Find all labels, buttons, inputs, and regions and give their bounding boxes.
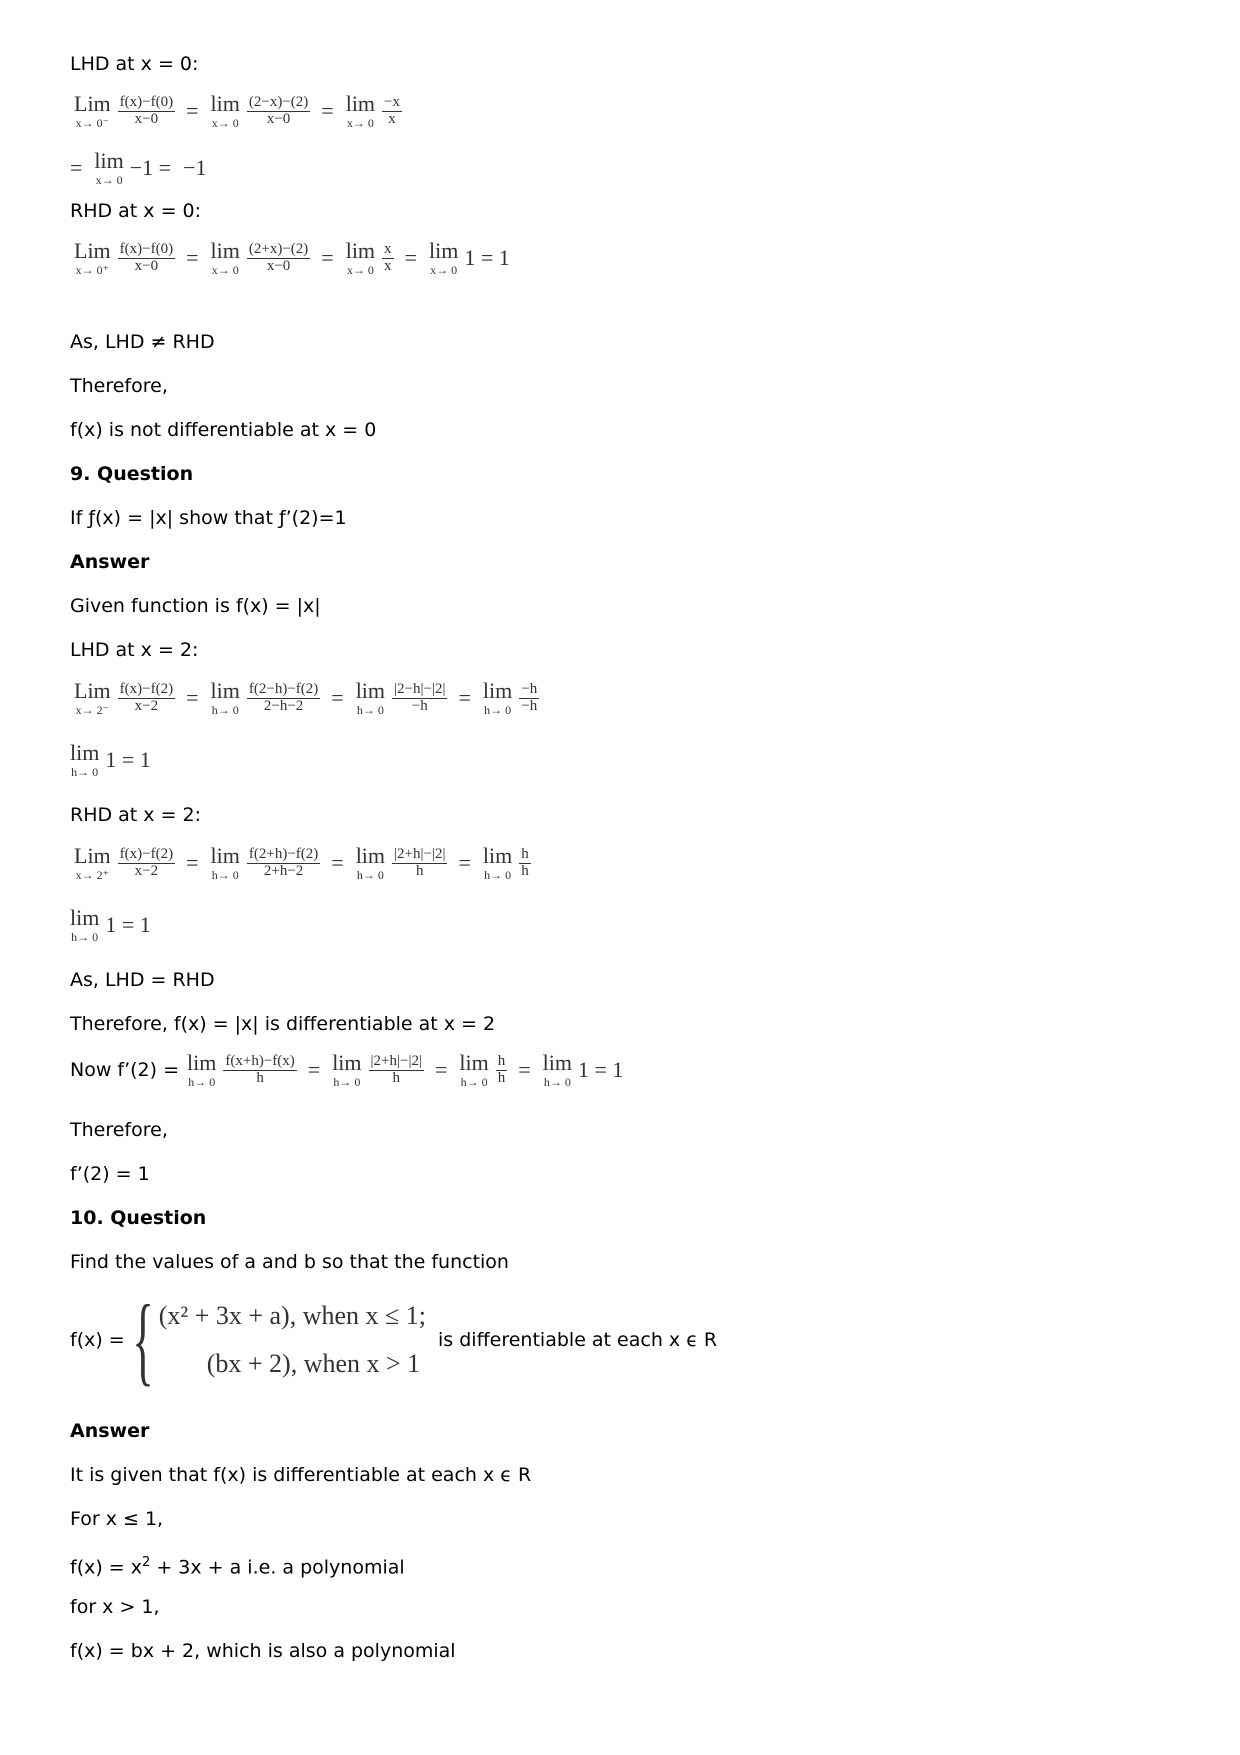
fraction: $\frac{f(x)-f(0)}{x-0}$: [119, 93, 174, 127]
for-x-le-1-text: For x ≤ 1,: [70, 1508, 164, 1530]
limit-operator: Lim x→ 0⁺: [74, 238, 111, 277]
piecewise-function: f(x) = { (x² + 3x + a), when x ≤ 1; (bx + 2), when x > 1 is differentiable at each x ϵ R: [70, 1284, 718, 1395]
fraction: $\frac{f(x)-f(2)}{x-2}$: [119, 680, 174, 714]
limit-operator: lim h→ 0: [459, 1050, 489, 1089]
fraction: $\frac{f(2+h)-f(2)}{2+h-2}$: [248, 845, 319, 879]
answer-10-heading: Answer: [70, 1420, 150, 1442]
fraction: $\frac{-x}{x}$: [384, 93, 401, 127]
fraction: $\frac{(2+x)-(2)}{x-0}$: [248, 240, 309, 274]
therefore-text: Therefore,: [70, 375, 168, 397]
limit-operator: lim h→ 0: [70, 905, 100, 944]
left-brace: {: [131, 1284, 154, 1395]
polynomial-1-text: $f(x) = x^2 + 3x + a$ i.e. a polynomial: [70, 1555, 405, 1579]
limit-operator: Lim x→ 2⁺: [74, 843, 111, 882]
case-1: (x² + 3x + a), when x ≤ 1;: [158, 1301, 427, 1330]
rhd-x0-limit-equation: Lim x→ 0⁺ $\frac{f(x)-f(0)}{x-0}$ = lim x→ 0 $\frac{(2+x)-(2)}{x-0}$ = lim x→ 0 $\frac{x}{x}$ = lim x→ 0 1 = 1: [74, 238, 510, 277]
lhd-eq-rhd-text: As, LHD = RHD: [70, 969, 215, 991]
question-10-text: Find the values of a and b so that the function: [70, 1251, 509, 1273]
rhd-x2-result-equation: lim h→ 0 1 = 1: [70, 905, 151, 944]
limit-operator: lim h→ 0: [482, 843, 513, 882]
limit-operator: lim x→ 0: [210, 91, 240, 130]
therefore-text-2: Therefore,: [70, 1119, 168, 1141]
rhd-x2-limit-equation: Lim x→ 2⁺ $\frac{f(x)-f(2)}{x-2}$ = lim h→ 0 $\frac{f(2+h)-f(2)}{2+h-2}$ = lim h→ 0 $\frac{|2+h|-|2|}{h}$ = lim h→ 0 $\frac{h}{h}$: [74, 843, 529, 882]
limit-operator: lim h→ 0: [542, 1050, 572, 1089]
fraction: $\frac{f(2-h)-f(2)}{2-h-2}$: [248, 680, 319, 714]
fraction: $\frac{h}{h}$: [521, 845, 529, 879]
fraction: $\frac{|2-h|-|2|}{-h}$: [394, 680, 446, 714]
lhd-x2-limit-equation: Lim x→ 2⁻ $\frac{f(x)-f(2)}{x-2}$ = lim h→ 0 $\frac{f(2-h)-f(2)}{2-h-2}$ = lim h→ 0 $\frac{|2-h|-|2|}{-h}$ = lim h→ 0 $\frac{-h}{-h}$: [74, 678, 538, 717]
limit-operator: lim x→ 0: [345, 91, 376, 130]
lhd-x2-result-equation: lim h→ 0 1 = 1: [70, 740, 151, 779]
lhd-neq-rhd-text: As, LHD ≠ RHD: [70, 331, 215, 353]
case-2: (bx + 2), when x > 1: [206, 1349, 421, 1378]
rhd-x2-heading: RHD at x = 2:: [70, 804, 202, 826]
limit-operator: Lim x→ 2⁻: [74, 678, 111, 717]
limit-operator: lim h→ 0: [210, 843, 240, 882]
lhd-x0-result-equation: = lim x→ 0 −1 = −1: [70, 148, 207, 187]
fraction: $\frac{f(x+h)-f(x)}{h}$: [225, 1052, 295, 1086]
limit-operator: lim x→ 0: [345, 238, 376, 277]
question-9-heading: 9. Question: [70, 463, 194, 485]
fraction: $\frac{x}{x}$: [384, 240, 392, 274]
for-x-gt-1-text: for x > 1,: [70, 1596, 160, 1618]
limit-operator: lim x→ 0: [94, 148, 124, 187]
limit-operator: lim h→ 0: [355, 843, 386, 882]
limit-operator: lim h→ 0: [355, 678, 386, 717]
fraction: $\frac{f(x)-f(2)}{x-2}$: [119, 845, 174, 879]
not-differentiable-text: f(x) is not differentiable at x = 0: [70, 419, 377, 441]
fraction: $\frac{f(x)-f(0)}{x-0}$: [119, 240, 174, 274]
polynomial-2-text: f(x) = bx + 2, which is also a polynomial: [70, 1640, 456, 1662]
given-differentiable-text: It is given that f(x) is differentiable at each x ϵ R: [70, 1464, 532, 1486]
limit-operator: lim x→ 0: [210, 238, 240, 277]
limit-operator: lim x→ 0: [428, 238, 459, 277]
rhd-x0-heading: RHD at x = 0:: [70, 200, 202, 222]
piecewise-cases: [159, 1301, 426, 1379]
limit-operator: lim h→ 0: [187, 1050, 217, 1089]
answer-9-heading: Answer: [70, 551, 150, 573]
limit-operator: lim h→ 0: [482, 678, 513, 717]
fraction: $\frac{h}{h}$: [497, 1052, 506, 1086]
limit-operator: lim h→ 0: [332, 1050, 362, 1089]
question-9-text: If ƒ(x) = |x| show that ƒ’(2)=1: [70, 507, 347, 529]
f-prime-2-result: f’(2) = 1: [70, 1163, 150, 1185]
given-function-text: Given function is f(x) = |x|: [70, 595, 321, 617]
lhd-x2-heading: LHD at x = 2:: [70, 639, 199, 661]
limit-operator: Lim x→ 0⁻: [74, 91, 111, 130]
derivative-at-2-equation: Now f’(2) = lim h→ 0 $\frac{f(x+h)-f(x)}{h}$ = lim h→ 0 $\frac{|2+h|-|2|}{h}$ = lim h→ 0 $\frac{h}{h}$ = lim h→ 0 1 = 1: [70, 1050, 624, 1089]
differentiable-at-2-text: Therefore, f(x) = |x| is differentiable at x = 2: [70, 1013, 496, 1035]
fraction: $\frac{|2+h|-|2|}{h}$: [394, 845, 446, 879]
lhd-x0-limit-equation: Lim x→ 0⁻ $\frac{f(x)-f(0)}{x-0}$ = lim x→ 0 $\frac{(2-x)-(2)}{x-0}$ = lim x→ 0 $\frac{-x}{x}$: [74, 91, 401, 130]
lhd-x0-heading: LHD at x = 0:: [70, 53, 199, 75]
fraction: $\frac{|2+h|-|2|}{h}$: [370, 1052, 422, 1086]
limit-operator: lim h→ 0: [210, 678, 240, 717]
question-10-heading: 10. Question: [70, 1207, 207, 1229]
limit-operator: lim h→ 0: [70, 740, 100, 779]
fraction: $\frac{-h}{-h}$: [521, 680, 538, 714]
fraction: $\frac{(2-x)-(2)}{x-0}$: [248, 93, 309, 127]
